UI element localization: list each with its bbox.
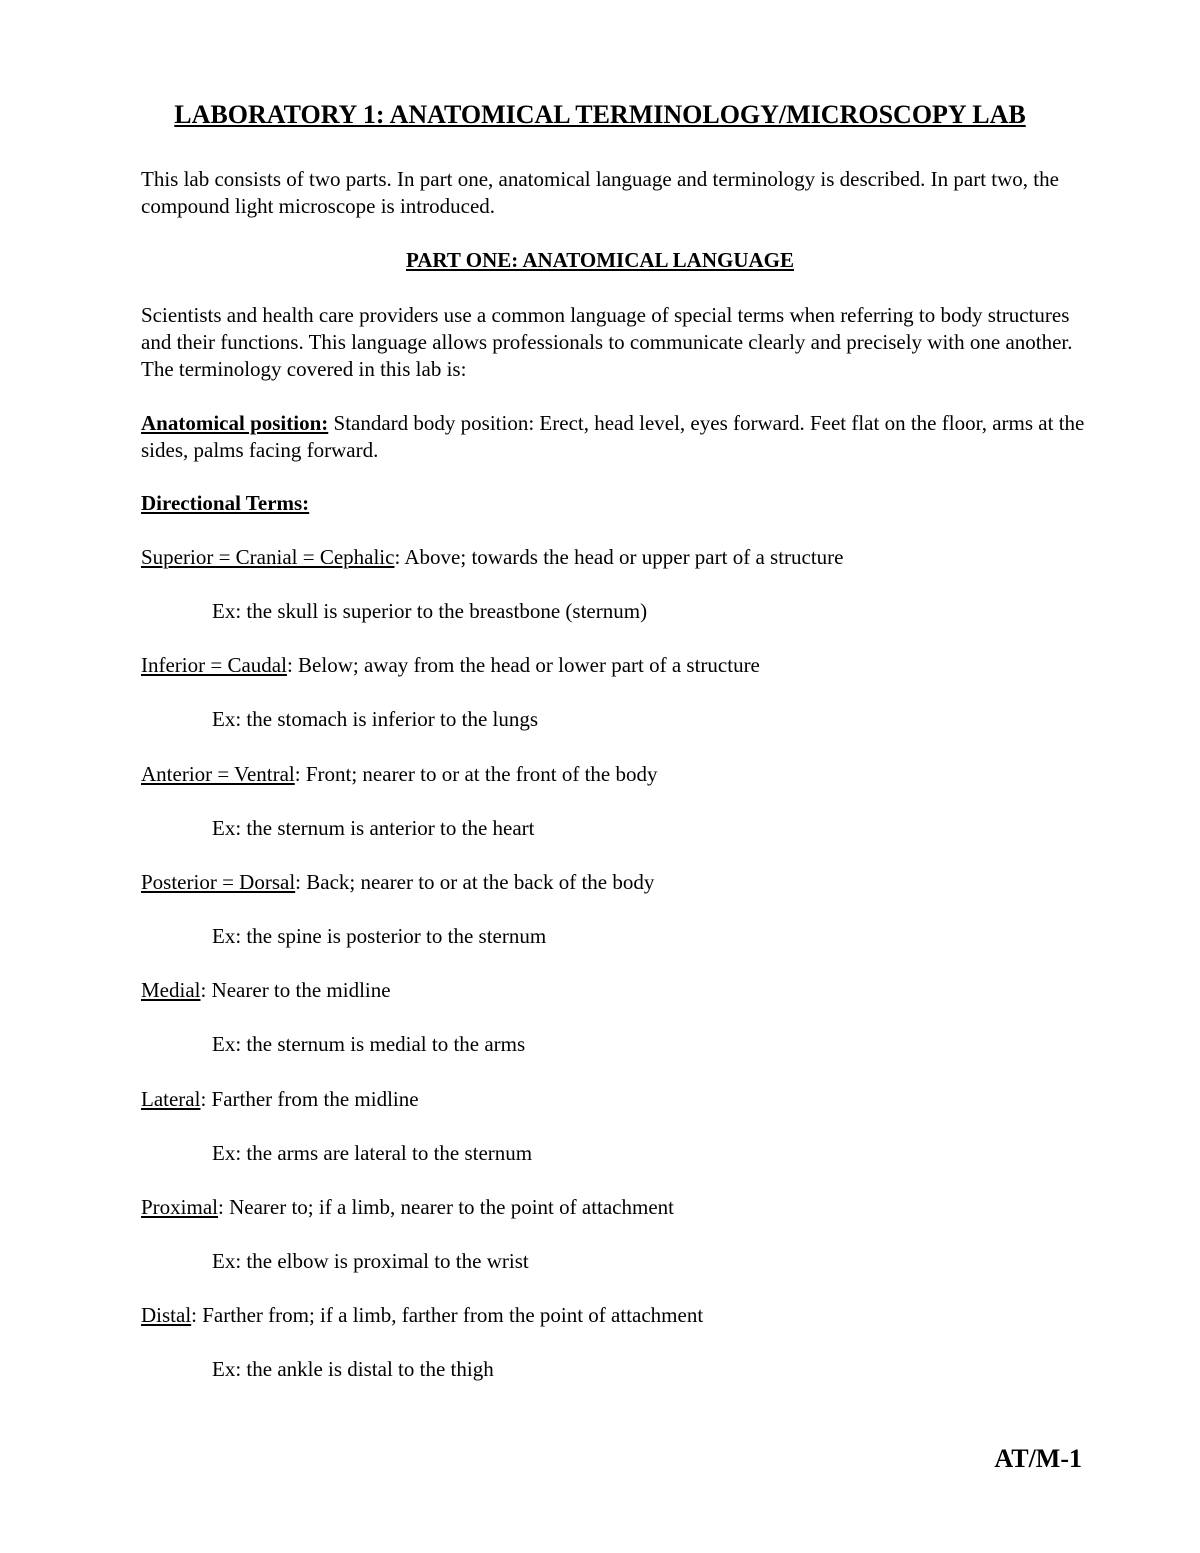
term-line-medial — [141, 978, 391, 1003]
document-title: LABORATORY 1: ANATOMICAL TERMINOLOGY/MICROSCOPY LAB — [174, 100, 1026, 129]
intro-paragraph: This lab consists of two parts. In part one, anatomical language and terminology is described. In part two, the compound light microscope is introduced. — [141, 167, 1059, 218]
term-definition: : Front; nearer to or at the front of the body — [294, 762, 658, 786]
language-paragraph: Scientists and health care providers use a common language of special terms when referring to body structures and their functions. This language allows professionals to communicate clearly and precisely with one another. The terminology covered in this lab is: — [141, 303, 1073, 381]
term-line-lateral — [141, 1087, 419, 1112]
term-name: Posterior = Dorsal — [141, 870, 296, 894]
part-one-heading: PART ONE: ANATOMICAL LANGUAGE — [406, 248, 794, 272]
term-name: Distal — [141, 1303, 192, 1327]
term-line-superior — [141, 545, 844, 570]
term-definition: : Below; away from the head or lower part of a structure — [286, 653, 760, 677]
anatomical-position-paragraph — [141, 410, 1101, 464]
term-name: Proximal — [141, 1195, 218, 1219]
term-definition: : Farther from; if a limb, farther from the point of attachment — [191, 1303, 704, 1327]
term-line-proximal — [141, 1195, 674, 1220]
term-example: Ex: the elbow is proximal to the wrist — [212, 1249, 529, 1273]
anatomical-position-text: Standard body position: Erect, head level, eyes forward. Feet flat on the floor, arms at the sides, palms facing forward. — [141, 411, 1085, 462]
term-line-anterior — [141, 762, 657, 787]
directional-terms-heading: Directional Terms: — [141, 491, 310, 515]
term-name: Medial — [141, 978, 201, 1002]
term-example: Ex: the stomach is inferior to the lungs — [212, 707, 539, 731]
term-example: Ex: the sternum is medial to the arms — [212, 1032, 526, 1056]
term-example: Ex: the arms are lateral to the sternum — [212, 1141, 533, 1165]
term-example: Ex: the sternum is anterior to the heart — [212, 816, 535, 840]
term-definition: : Nearer to the midline — [200, 978, 391, 1002]
term-definition: : Above; towards the head or upper part of a structure — [394, 545, 844, 569]
term-name: Inferior = Caudal — [141, 653, 287, 677]
term-example: Ex: the spine is posterior to the sternum — [212, 924, 547, 948]
page-label: AT/M-1 — [994, 1444, 1082, 1473]
term-definition: : Farther from the midline — [200, 1087, 419, 1111]
term-example: Ex: the skull is superior to the breastbone (sternum) — [212, 599, 648, 623]
term-definition: : Back; nearer to or at the back of the body — [295, 870, 655, 894]
term-name: Lateral — [141, 1087, 201, 1111]
term-line-distal — [141, 1303, 703, 1328]
term-line-posterior — [141, 870, 654, 895]
term-name: Anterior = Ventral — [141, 762, 295, 786]
term-definition: : Nearer to; if a limb, nearer to the point of attachment — [218, 1195, 674, 1219]
term-line-inferior — [141, 653, 760, 678]
anatomical-position-label: Anatomical position: — [141, 411, 329, 435]
term-name: Superior = Cranial = Cephalic — [141, 545, 395, 569]
term-example: Ex: the ankle is distal to the thigh — [212, 1357, 494, 1381]
